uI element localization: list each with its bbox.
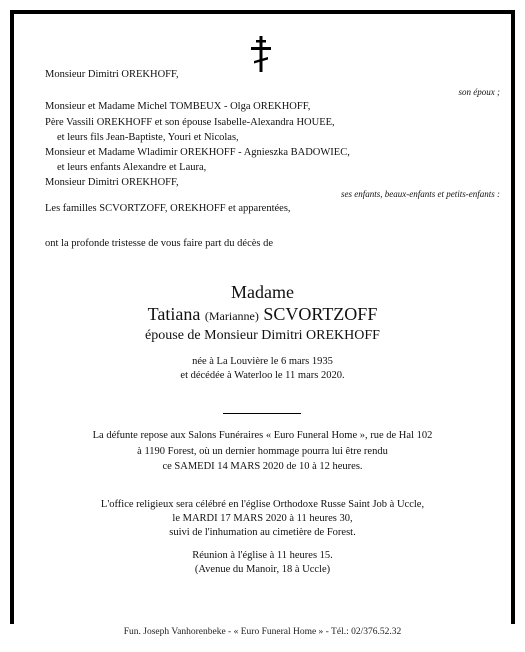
deceased-surname: SCVORTZOFF <box>263 304 378 324</box>
family-line-child-2: Père Vassili OREKHOFF et son épouse Isabelle-Alexandra HOUEE, <box>45 117 335 128</box>
announcement-line: ont la profonde tristesse de vous faire part du décès de <box>45 238 274 249</box>
family-line-child-4: Monsieur Dimitri OREKHOFF, <box>45 177 179 188</box>
relation-spouse: son époux ; <box>458 87 500 97</box>
divider <box>223 413 301 414</box>
deceased-first-name: Tatiana <box>147 304 201 324</box>
viewing-line-3: ce SAMEDI 14 MARS 2020 de 10 à 12 heures. <box>162 461 363 472</box>
service-line-3: suivi de l'inhumation au cimetière de Forest. <box>169 527 356 538</box>
service-line-1: L'office religieux sera célébré en l'église Orthodoxe Russe Saint Job à Uccle, <box>100 499 425 510</box>
death-line: et décédée à Waterloo le 11 mars 2020. <box>180 370 345 381</box>
family-line-families: Les familles SCVORTZOFF, OREKHOFF et apparentées, <box>45 203 291 214</box>
orthodox-cross-icon <box>250 36 272 72</box>
family-line-child-3: Monsieur et Madame Wladimir OREKHOFF - Agnieszka BADOWIEC, <box>45 147 350 158</box>
funeral-home-footer: Fun. Joseph Vanhorenbeke - « Euro Funeral Home » - Tél.: 02/376.52.32 <box>0 624 525 640</box>
birth-line: née à La Louvière le 6 mars 1935 <box>192 356 333 367</box>
family-line-grandchildren-1: et leurs fils Jean-Baptiste, Youri et Nicolas, <box>57 132 239 143</box>
reunion-line-2: (Avenue du Manoir, 18 à Uccle) <box>194 564 331 575</box>
deceased-nickname: (Marianne) <box>204 309 259 323</box>
relation-children: ses enfants, beaux-enfants et petits-enfants : <box>341 189 500 199</box>
reunion-line-1: Réunion à l'église à 11 heures 15. <box>192 550 333 561</box>
spouse-line: épouse de Monsieur Dimitri OREKHOFF <box>145 328 380 343</box>
service-line-2: le MARDI 17 MARS 2020 à 11 heures 30, <box>172 513 353 524</box>
viewing-line-1: La défunte repose aux Salons Funéraires « Euro Funeral Home », rue de Hal 102 <box>92 430 433 441</box>
deceased-name <box>30 304 495 325</box>
family-line-child-1: Monsieur et Madame Michel TOMBEUX - Olga OREKHOFF, <box>45 101 311 112</box>
family-line-grandchildren-2: et leurs enfants Alexandre et Laura, <box>57 162 207 173</box>
deceased-title: Madame <box>231 282 294 302</box>
viewing-line-2: à 1190 Forest, où un dernier hommage pourra lui être rendu <box>137 446 388 457</box>
family-line-spouse: Monsieur Dimitri OREKHOFF, <box>45 69 179 80</box>
